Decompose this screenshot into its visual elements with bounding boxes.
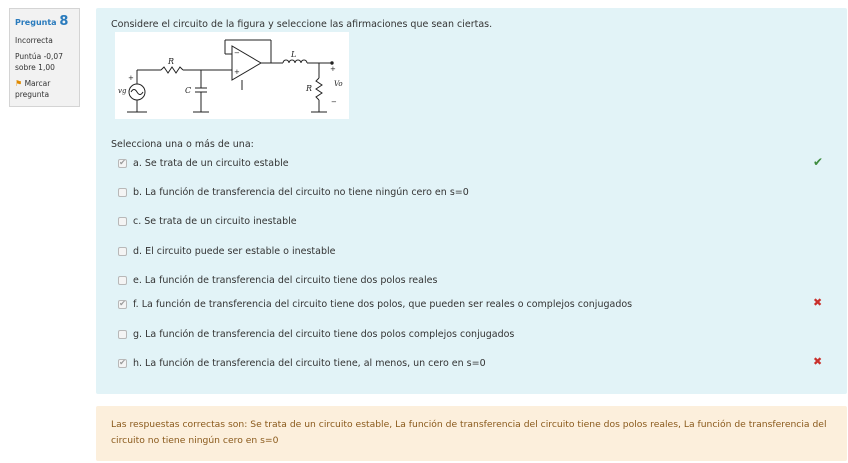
source-plus-label: +	[128, 74, 134, 82]
resistor-label: R	[168, 57, 175, 66]
answer-option[interactable]	[118, 273, 437, 287]
question-text: Considere el circuito de la figura y seleccione las afirmaciones que sean ciertas.	[111, 19, 493, 30]
check-icon: ✔	[119, 299, 126, 308]
correct-answer-feedback	[96, 406, 847, 461]
answer-prompt: Selecciona una o más de una:	[111, 139, 254, 150]
answer-checkbox[interactable]	[118, 159, 127, 168]
question-label: Pregunta	[15, 18, 57, 27]
output-minus-label: −	[331, 98, 337, 106]
circuit-figure	[115, 32, 349, 119]
answer-option[interactable]	[118, 297, 632, 311]
answer-label: c. Se trata de un circuito inestable	[133, 215, 297, 227]
question-grade: Puntúa -0,07 sobre 1,00	[15, 51, 63, 72]
opamp-plus-label: +	[234, 68, 240, 76]
output-voltage-label: Vo	[334, 80, 343, 88]
answer-label: a. Se trata de un circuito estable	[133, 157, 289, 169]
cross-icon: ✖	[813, 296, 823, 309]
check-icon: ✔	[119, 158, 126, 167]
answer-label: b. La función de transferencia del circuito no tiene ningún cero en s=0	[133, 186, 469, 198]
question-formulation	[96, 8, 847, 394]
inductor-label: L	[291, 50, 297, 59]
answer-label: e. La función de transferencia del circuito tiene dos polos reales	[133, 274, 438, 286]
answer-option[interactable]	[118, 185, 469, 199]
answer-checkbox[interactable]	[118, 247, 127, 256]
answer-label: f. La función de transferencia del circuito tiene dos polos, que pueden ser reales o complejos conjugados	[133, 298, 633, 310]
output-plus-label: +	[330, 65, 336, 73]
answer-checkbox[interactable]	[118, 300, 127, 309]
flag-icon: ⚑	[15, 79, 23, 89]
question-info	[9, 8, 80, 107]
answer-option[interactable]	[118, 244, 335, 258]
question-number	[15, 13, 74, 32]
answer-option[interactable]	[118, 327, 514, 341]
answer-checkbox[interactable]	[118, 359, 127, 368]
capacitor-label: C	[185, 86, 192, 95]
answer-option[interactable]	[118, 214, 297, 228]
answer-checkbox[interactable]	[118, 188, 127, 197]
answer-checkbox[interactable]	[118, 217, 127, 226]
circuit-diagram	[115, 32, 349, 119]
answer-label: g. La función de transferencia del circuito tiene dos polos complejos conjugados	[133, 328, 515, 340]
flag-question-link[interactable]	[15, 78, 74, 101]
answer-label: h. La función de transferencia del circuito tiene, al menos, un cero en s=0	[133, 357, 486, 369]
flag-question-label: Marcar pregunta	[15, 79, 51, 100]
question-state: Incorrecta	[15, 35, 53, 45]
answer-checkbox[interactable]	[118, 330, 127, 339]
answer-option[interactable]	[118, 356, 486, 370]
source-label: vg	[118, 87, 127, 95]
question-number-value: 8	[59, 14, 69, 29]
answer-label: d. El circuito puede ser estable o inestable	[133, 245, 336, 257]
check-icon: ✔	[119, 358, 126, 367]
answer-option[interactable]	[118, 156, 289, 170]
opamp-minus-label: −	[234, 49, 240, 57]
answer-checkbox[interactable]	[118, 276, 127, 285]
output-resistor-label: R	[306, 84, 313, 93]
check-icon: ✔	[813, 155, 824, 169]
feedback-text: Las respuestas correctas son: Se trata de un circuito estable, La función de transferencia del circuito tiene dos polos reales, La función de transferencia del circuito no tiene ningún cero en s=0	[111, 419, 827, 446]
cross-icon: ✖	[813, 355, 823, 368]
